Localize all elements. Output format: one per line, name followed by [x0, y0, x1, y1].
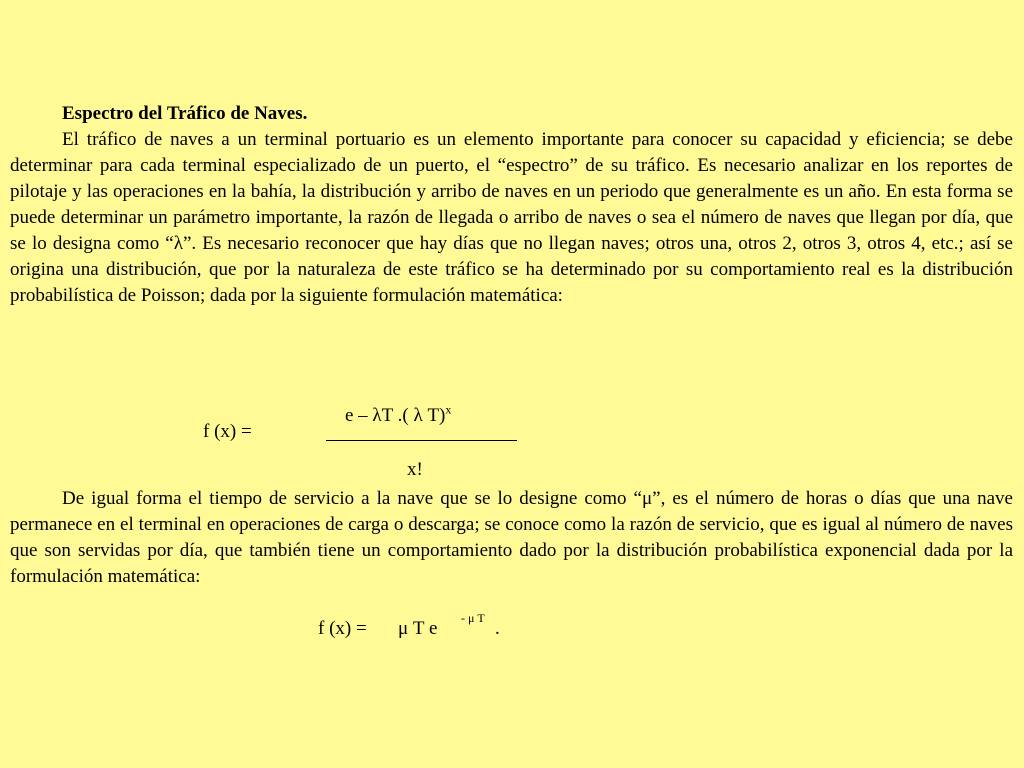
poisson-numerator-exponent: x — [445, 402, 452, 417]
section-heading: Espectro del Tráfico de Naves. — [62, 103, 308, 124]
paragraph-service-rate: De igual forma el tiempo de servicio a la nave que se lo designe como “μ”, es el número de horas o días que una nave permanece en el terminal en operaciones de carga o descarga; se conoce como la razón de servicio, que es igual al número de naves que son servidas por día, que también tiene un comportamiento dado por la distribución probabilística exponencial dada por la formulación matemática: — [10, 488, 1013, 587]
paragraph-arrival-rate: El tráfico de naves a un terminal portuario es un elemento importante para conocer su capacidad y eficiencia; se debe determinar para cada terminal especializado de un puerto, el “espectro” de su tráfico. Es necesario analizar en los reportes de pilotaje y las operaciones en la bahía, la distribución y arribo de naves en un periodo que generalmente es un año. En esta forma se puede determinar un parámetro importante, la razón de llegada o arribo de naves o sea el número de naves que llegan por día, que se lo designa como “λ”. Es necesario reconocer que hay días que no llegan naves; otros una, otros 2, otros 3, otros 4, etc.; así se origina una distribución, que por la naturaleza de este tráfico se ha determinado por su comportamiento real es la distribución probabilística de Poisson; dada por la siguiente formulación matemática: — [10, 129, 1013, 306]
exponential-formula-period: . — [495, 618, 500, 639]
exponential-formula-lhs: f (x) = — [318, 618, 367, 639]
exponential-formula-exponent: - μ T — [461, 611, 485, 625]
poisson-formula-denominator: x! — [407, 459, 423, 480]
poisson-numerator-text: e – λT .( λ T) — [345, 405, 446, 426]
fraction-bar — [326, 440, 517, 441]
exponential-formula-rhs: μ T e — [398, 618, 438, 639]
poisson-formula-numerator — [345, 404, 451, 428]
poisson-formula-lhs: f (x) = — [203, 421, 252, 442]
